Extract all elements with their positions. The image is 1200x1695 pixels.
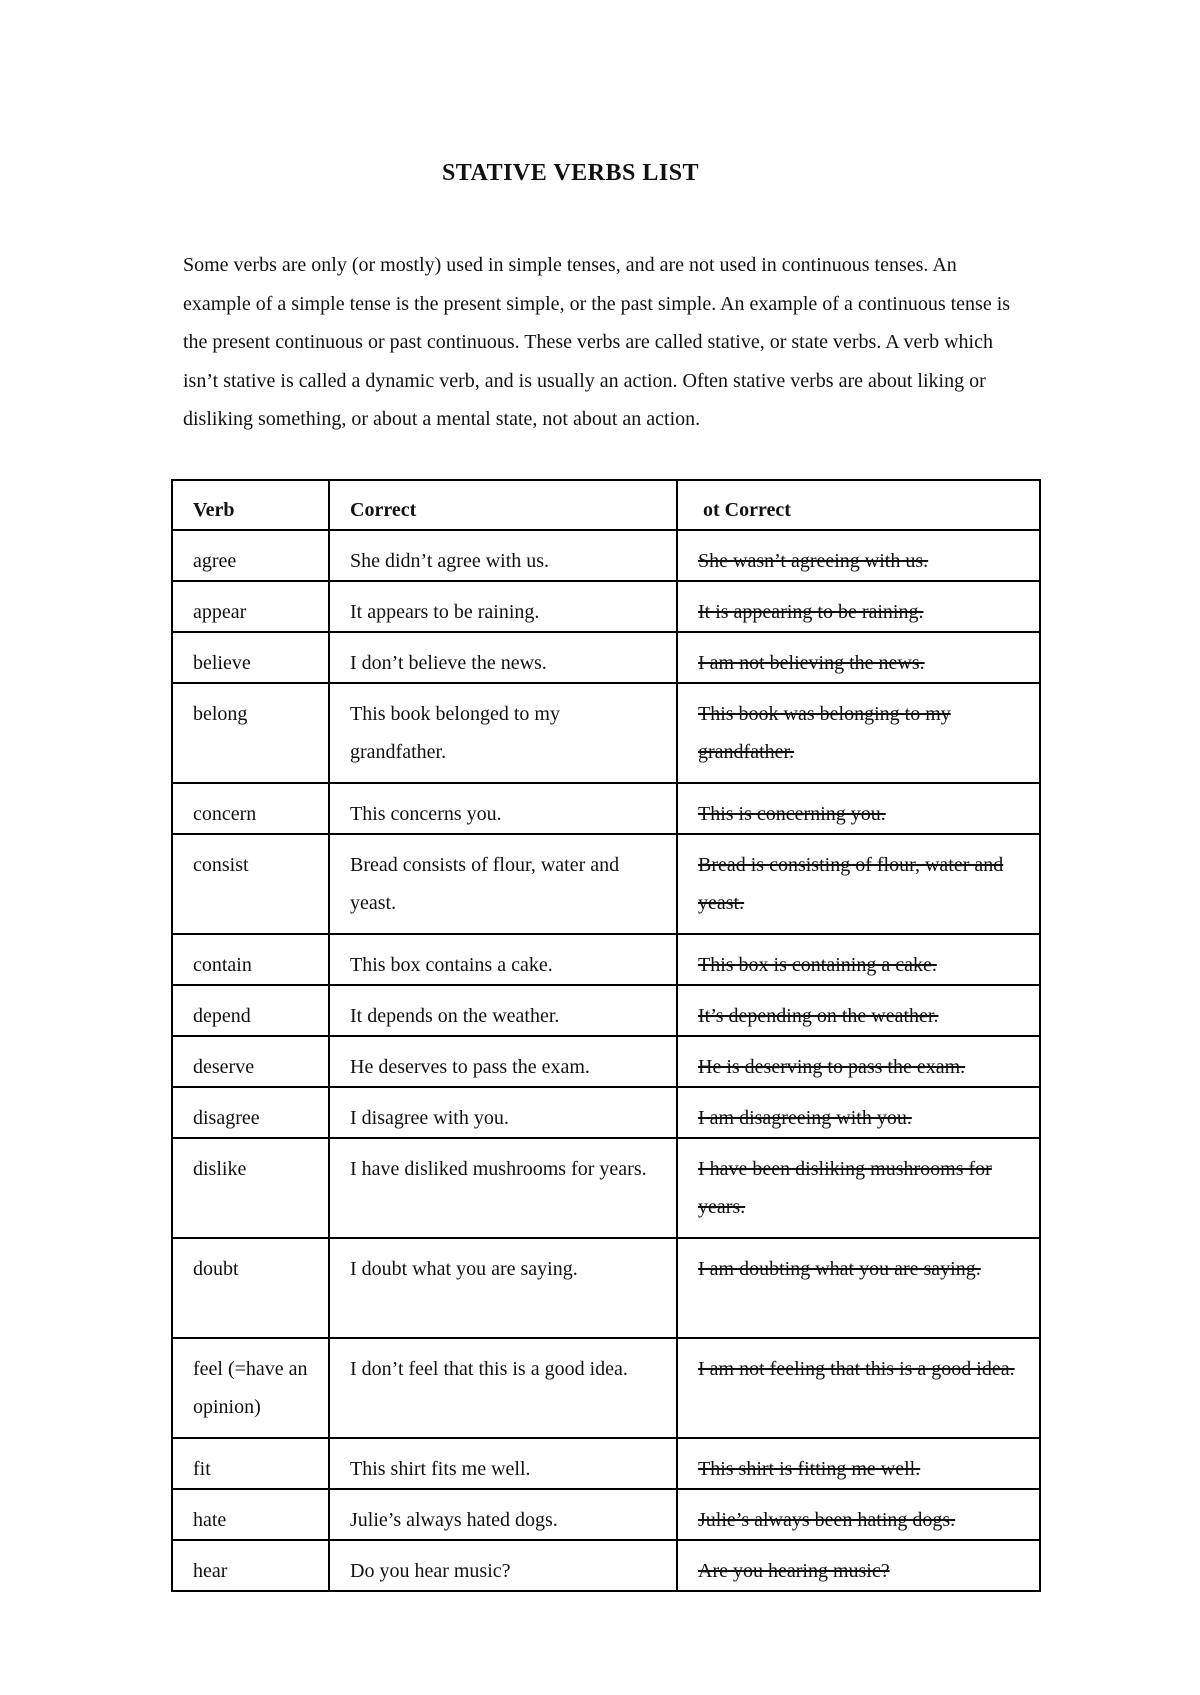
correct-cell: This box contains a cake. xyxy=(329,934,677,985)
verb-cell: contain xyxy=(172,934,329,985)
header-verb: Verb xyxy=(172,480,329,530)
table-row xyxy=(172,934,1040,985)
not-correct-cell: It’s depending on the weather. xyxy=(677,985,1040,1036)
table-row xyxy=(172,683,1040,783)
correct-cell: He deserves to pass the exam. xyxy=(329,1036,677,1087)
table-row xyxy=(172,985,1040,1036)
table-row xyxy=(172,1087,1040,1138)
intro-paragraph: Some verbs are only (or mostly) used in simple tenses, and are not used in continuous tenses. An example of a simple tense is the present simple, or the past simple. An example of a continuous tense is the present continuous or past continuous. These verbs are called stative, or state verbs. A verb which isn’t stative is called a dynamic verb, and is usually an action. Often stative verbs are about liking or disliking something, or about a mental state, not about an action. xyxy=(183,254,1011,430)
table-row xyxy=(172,632,1040,683)
verb-cell: hear xyxy=(172,1540,329,1591)
correct-cell: I have disliked mushrooms for years. xyxy=(329,1138,677,1238)
not-correct-cell: She wasn’t agreeing with us. xyxy=(677,530,1040,581)
verb-cell: concern xyxy=(172,783,329,834)
table-row xyxy=(172,1036,1040,1087)
not-correct-cell: I have been disliking mushrooms for years. xyxy=(677,1138,1040,1238)
correct-cell: This concerns you. xyxy=(329,783,677,834)
table-row xyxy=(172,581,1040,632)
correct-cell: Bread consists of flour, water and yeast. xyxy=(329,834,677,934)
table-row xyxy=(172,1138,1040,1238)
stative-verbs-table xyxy=(171,479,1041,1592)
not-correct-cell: I am not believing the news. xyxy=(677,632,1040,683)
correct-cell: She didn’t agree with us. xyxy=(329,530,677,581)
verb-cell: depend xyxy=(172,985,329,1036)
correct-cell: I doubt what you are saying. xyxy=(329,1238,677,1338)
verb-cell: hate xyxy=(172,1489,329,1540)
correct-cell: I don’t feel that this is a good idea. xyxy=(329,1338,677,1438)
page-title: STATIVE VERBS LIST xyxy=(441,160,700,186)
not-correct-cell: I am disagreeing with you. xyxy=(677,1087,1040,1138)
not-correct-cell: This box is containing a cake. xyxy=(677,934,1040,985)
correct-cell: Do you hear music? xyxy=(329,1540,677,1591)
table-row xyxy=(172,783,1040,834)
not-correct-cell: It is appearing to be raining. xyxy=(677,581,1040,632)
correct-cell: It depends on the weather. xyxy=(329,985,677,1036)
not-correct-cell: I am doubting what you are saying. xyxy=(677,1238,1040,1338)
verb-cell: dislike xyxy=(172,1138,329,1238)
correct-cell: I disagree with you. xyxy=(329,1087,677,1138)
verb-cell: disagree xyxy=(172,1087,329,1138)
not-correct-cell: This shirt is fitting me well. xyxy=(677,1438,1040,1489)
table-row xyxy=(172,1238,1040,1338)
correct-cell: Julie’s always hated dogs. xyxy=(329,1489,677,1540)
not-correct-cell: He is deserving to pass the exam. xyxy=(677,1036,1040,1087)
verb-cell: consist xyxy=(172,834,329,934)
not-correct-cell: I am not feeling that this is a good idea. xyxy=(677,1338,1040,1438)
verb-cell: belong xyxy=(172,683,329,783)
table-row xyxy=(172,1540,1040,1591)
table-row xyxy=(172,1438,1040,1489)
not-correct-cell: This is concerning you. xyxy=(677,783,1040,834)
header-correct: Correct xyxy=(329,480,677,530)
verb-cell: feel (=have an opinion) xyxy=(172,1338,329,1438)
table-row xyxy=(172,1338,1040,1438)
table-header-row xyxy=(172,480,1040,530)
verb-cell: deserve xyxy=(172,1036,329,1087)
header-not-correct: ot Correct xyxy=(677,480,1040,530)
correct-cell: I don’t believe the news. xyxy=(329,632,677,683)
correct-cell: This book belonged to my grandfather. xyxy=(329,683,677,783)
verb-cell: fit xyxy=(172,1438,329,1489)
verb-cell: believe xyxy=(172,632,329,683)
not-correct-cell: This book was belonging to my grandfather. xyxy=(677,683,1040,783)
table-row xyxy=(172,1489,1040,1540)
not-correct-cell: Are you hearing music? xyxy=(677,1540,1040,1591)
correct-cell: It appears to be raining. xyxy=(329,581,677,632)
table-row xyxy=(172,530,1040,581)
not-correct-cell: Julie’s always been hating dogs. xyxy=(677,1489,1040,1540)
not-correct-cell: Bread is consisting of flour, water and yeast. xyxy=(677,834,1040,934)
verb-cell: agree xyxy=(172,530,329,581)
table-row xyxy=(172,834,1040,934)
correct-cell: This shirt fits me well. xyxy=(329,1438,677,1489)
verb-cell: doubt xyxy=(172,1238,329,1338)
verb-cell: appear xyxy=(172,581,329,632)
